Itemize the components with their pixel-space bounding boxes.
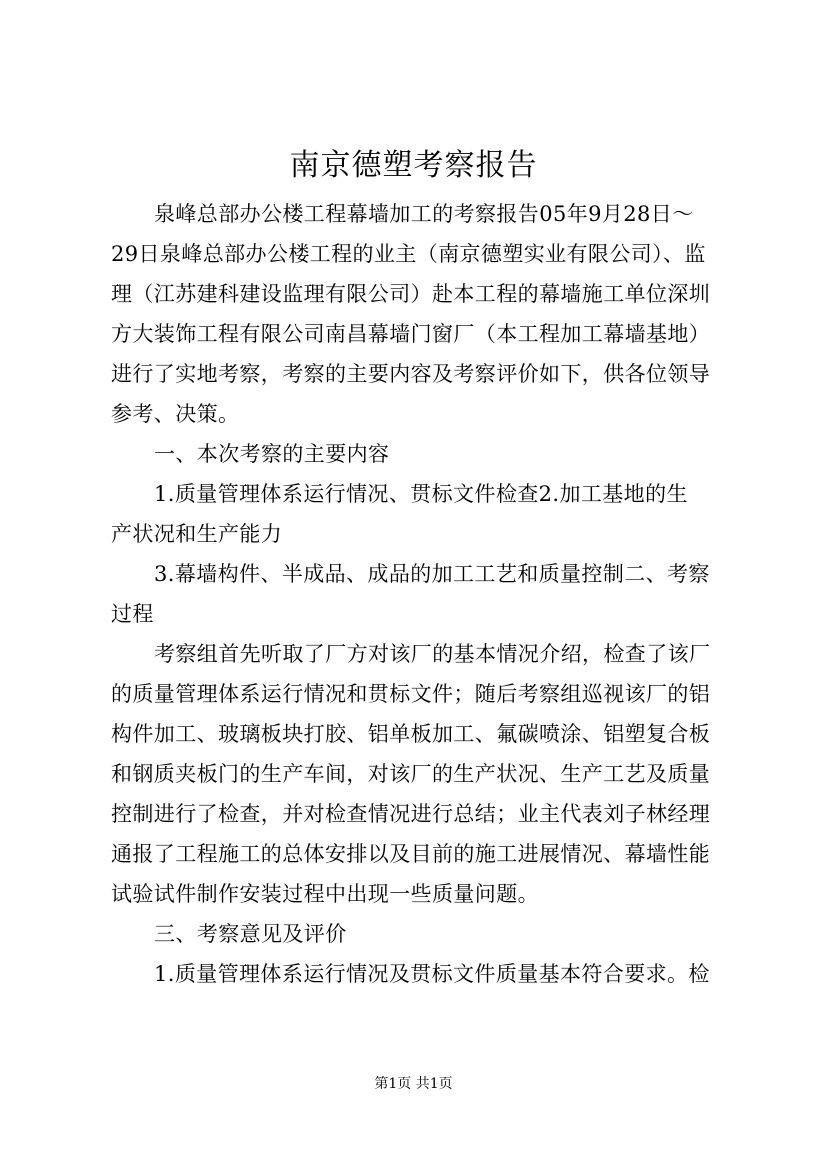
section-heading: 一、本次考察的主要内容 [154,442,390,466]
body-line: 理（江苏建科建设监理有限公司）赴本工程的幕墙施工单位深圳 [111,282,711,306]
body-line: 和钢质夹板门的生产车间，对该厂的生产状况、生产工艺及质量 [111,762,711,786]
body-line: 3.幕墙构件、半成品、成品的加工工艺和质量控制二、考察 [154,562,710,586]
body-line: 产状况和生产能力 [111,522,283,546]
body-line: 1.质量管理体系运行情况、贯标文件检查2.加工基地的生 [154,482,688,506]
body-line: 过程 [111,602,154,626]
body-line: 进行了实地考察，考察的主要内容及考察评价如下，供各位领导 [111,362,711,386]
body-line: 通报了工程施工的总体安排以及目前的施工进展情况、幕墙性能 [111,842,711,866]
body-line: 29日泉峰总部办公楼工程的业主（南京德塑实业有限公司）、监 [111,242,706,266]
body-line: 参考、决策。 [111,402,240,426]
body-line: 方大装饰工程有限公司南昌幕墙门窗厂（本工程加工幕墙基地） [111,322,711,346]
body-line: 考察组首先听取了厂方对该厂的基本情况介绍，检查了该厂 [154,642,711,666]
body-line: 泉峰总部办公楼工程幕墙加工的考察报告05年9月28日～ [154,202,694,226]
document-title: 南京德塑考察报告 [289,148,538,183]
body-line: 构件加工、玻璃板块打胶、铝单板加工、氟碳喷涂、铝塑复合板 [111,722,711,746]
section-heading: 三、考察意见及评价 [154,922,347,946]
page-footer: 第1页 共1页 [374,1076,453,1092]
body-line: 的质量管理体系运行情况和贯标文件；随后考察组巡视该厂的铝 [111,682,711,706]
body-line: 控制进行了检查，并对检查情况进行总结；业主代表刘子林经理 [111,802,711,826]
document-body [111,194,723,994]
body-line: 试验试件制作安装过程中出现一些质量问题。 [111,882,539,906]
body-line: 1.质量管理体系运行情况及贯标文件质量基本符合要求。检 [154,962,710,986]
